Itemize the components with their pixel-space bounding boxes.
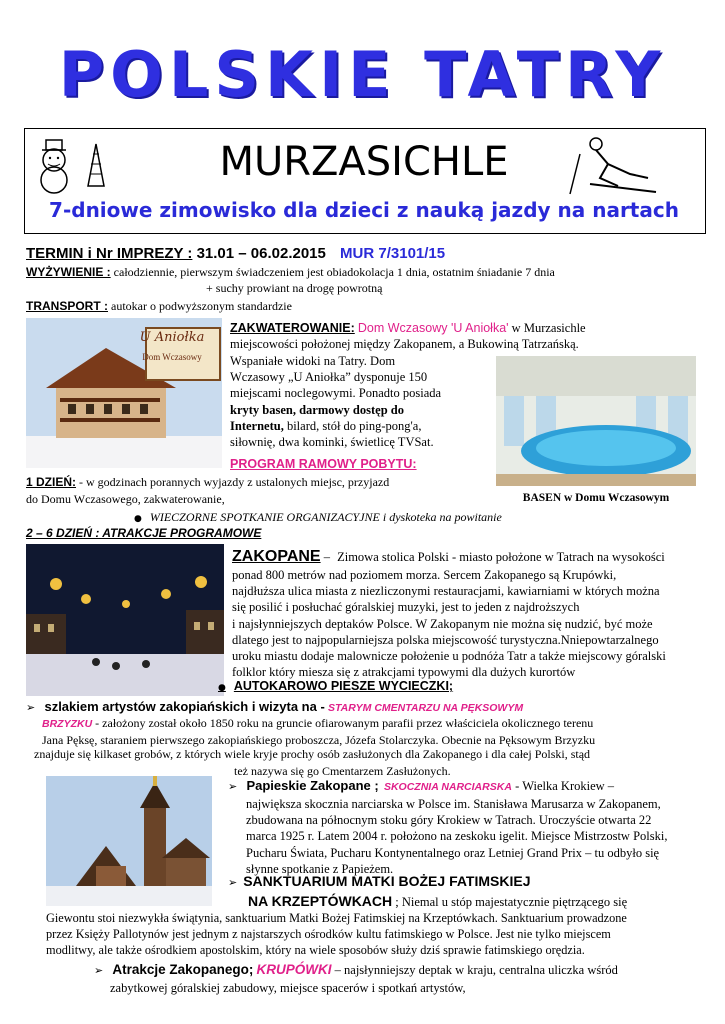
zakopane-line-0: Zimowa stolica Polski - miasto położone w Tatrach na wysokości (337, 550, 665, 564)
zakopane-line-1: ponad 800 metrów nad poziomem morza. Sercem Zakopanego są Krupówki, (232, 568, 617, 582)
accommodation-p7: bilard, stół do ping-pong'a, (286, 418, 422, 433)
arrow-bullet-icon: ➢ (228, 780, 238, 793)
zakopane-line-6: uroku miastu dodaje malownicze położenie u podnóża Tatr a także miejscowy góralski (232, 649, 666, 664)
papal-line-5: słynne spotkanie z Papieżem. (246, 861, 394, 876)
hotel-sign-name: U Aniołka (139, 330, 205, 345)
cemetery-l1: - założony został około 1850 roku na gruncie ofiarowanym parafii przez właściciela okolicznego terenu (95, 716, 594, 730)
sanctuary-line-2 (248, 893, 627, 910)
cemetery-name-2: BRZYZKU (42, 718, 93, 730)
day1-bullet-text: WIECZORNE SPOTKANIE ORGANIZACYJNE i dyskoteka na powitanie (149, 510, 502, 524)
zakopane-dash: – (323, 550, 330, 564)
papal-heading (228, 778, 614, 794)
transport-line (26, 298, 292, 314)
papal-line-1: największa skocznia narciarska w Polsce im. Stanisława Marusarza w Zakopanem, (246, 797, 661, 811)
bullet-dot-icon: ● (218, 683, 226, 693)
accommodation-line-1 (230, 320, 682, 336)
sanctuary-paragraph (46, 910, 706, 958)
accommodation-p2: miejscowości położonej między Zakopanem, a Bukowiną Tatrzańską. (230, 337, 579, 352)
termin-line (26, 245, 445, 263)
subtitle: 7-dniowe zimowisko dla dzieci z nauką jazdy na nartach (49, 198, 679, 222)
termin-label: TERMIN i Nr IMPREZY : (26, 245, 193, 262)
arrow-bullet-icon: ➢ (26, 701, 36, 714)
zakopane-paragraph (232, 567, 684, 680)
accommodation-block (230, 320, 682, 352)
days26-label: 2 – 6 DZIEŃ : ATRAKCJE PROGRAMOWE (26, 526, 262, 540)
zakopane-line-3: się posilić i posłuchać góralskiej muzyki, jest to jeden z najdroższych (232, 600, 580, 615)
accommodation-p7-bold: Internetu, (230, 418, 284, 433)
zakopane-line-5: dlatego jest to najpopularniejsza polska miejscowość turystyczna.Nniepowtarzalnego (232, 632, 659, 647)
termin-value: 31.01 – 06.02.2015 (196, 245, 326, 262)
day1-label: 1 DZIEŃ: (26, 475, 77, 489)
food-label: WYŻYWIENIE : (26, 265, 111, 279)
cemetery-l3: znajduje się kilkaset grobów, z których wiele kryje prochy osób zasłużonych dla Zakopanego i dla całej Polski, stąd (34, 747, 591, 761)
hotel-name: Dom Wczasowy 'U Aniołka' (357, 321, 509, 335)
zakopane-line-2: najdłuższa ulica miasta z niezliczonymi restauracjami, kawiarniami w których można (232, 584, 660, 599)
zakopane-line-4: i najsłynniejszych deptaków Polsce. W Zakopanym nie można się nudzić, być może (232, 616, 653, 631)
cemetery-heading (26, 699, 523, 715)
bullet-dot-icon: ● (134, 514, 142, 524)
event-code: MUR 7/3101/15 (340, 245, 446, 262)
attractions-l2: zabytkowej góralskiej zabudowy, miejsce spacerów i spotkań artystów, (110, 981, 466, 995)
sanctuary-l3: przez Księży Pallotynów jest jednym z najstarszych ośrodków kultu fatimskiego w Polsce. Jest nie tylko miejscem (46, 927, 611, 941)
hotel-sign-sub: Dom Wczasowy (142, 352, 202, 362)
day1-line-1 (26, 474, 389, 490)
arrow-bullet-icon: ➢ (228, 876, 238, 889)
cemetery-name: STARYM CMENTARZU NA PĘKSOWYM (328, 702, 524, 714)
papal-line-0: - Wielka Krokiew – (515, 779, 615, 793)
arrow-bullet-icon: ➢ (94, 964, 104, 977)
accommodation-p5: miejscami noclegowymi. Ponadto posiada (230, 386, 442, 401)
sanctuary-l4: modlitwy, ale także ośrodkiem apostolskim, który na wiele sposobów służy dziś sprawie fatimskiego orędzia. (46, 943, 585, 957)
cemetery-paragraph (42, 716, 702, 748)
papal-line-3: marca 1925 r. Latem 2004 r. położono na zeskoku igelit. Miejsce Mistrzostw Polski, (246, 829, 668, 844)
attractions-name: KRUPÓWKI (256, 962, 332, 977)
trips-bullet (218, 679, 453, 693)
place-heading: MURZASICHLE (219, 139, 509, 185)
church-photo (46, 776, 212, 906)
sanctuary-l1: ; Niemal u stóp majestatycznie piętrzącego się (395, 895, 628, 909)
accommodation-label: ZAKWATEROWANIE: (230, 321, 355, 335)
page-title: POLSKIE TATRY (58, 38, 667, 111)
papal-line-4: Pucharu Świata, Pucharu Kontynentalnego oraz Letniej Grand Prix – tu odbyło się (246, 845, 660, 860)
cemetery-l4: też nazywa się go Cmentarzem Zasłużonych. (234, 764, 451, 778)
accommodation-line-7 (230, 418, 492, 434)
program-title: PROGRAM RAMOWY POBYTU: (230, 457, 417, 471)
papal-lead: Papieskie Zakopane ; (246, 778, 379, 793)
transport-text: autokar o podwyższonym standardzie (111, 299, 292, 313)
day1-bullet (134, 509, 502, 527)
accommodation-block-2 (230, 353, 492, 450)
pool-photo (496, 356, 696, 486)
attractions-l1: – najsłynniejszy deptak w kraju, centralna uliczka wśród (334, 963, 618, 977)
attractions-heading (94, 962, 618, 978)
food-text-2: + suchy prowiant na drogę powrotną (206, 281, 383, 295)
sanctuary-heading (228, 873, 530, 889)
zakopane-photo (26, 544, 224, 696)
papal-paragraph (246, 796, 684, 877)
zakopane-line-7: folklor który miesza się z atrakcjami typowymi dla dużych kurortów (232, 665, 576, 680)
day1-text-1: - w godzinach porannych wyjazdy z ustalonych miejsc, przyjazd (79, 475, 390, 489)
food-line (26, 264, 555, 280)
day1-text-2: do Domu Wczasowego, zakwaterowanie, (26, 492, 225, 506)
sanctuary-title-1: SANKTUARIUM MATKI BOŻEJ FATIMSKIEJ (243, 873, 531, 889)
accommodation-p4: Wczasowy „U Aniołka” dysponuje 150 (230, 370, 428, 385)
food-text: całodziennie, pierwszym świadczeniem jest obiadokolacja 1 dnia, ostatnim śniadanie 7 dnia (113, 265, 555, 279)
papal-line-2: zbudowana na północnym stoku góry Krokiew w Tatrach. Uroczyście otwarta 22 (246, 813, 652, 828)
cemetery-line-1 (42, 716, 702, 733)
accommodation-p6: kryty basen, darmowy dostęp do (230, 402, 404, 417)
papal-name: SKOCZNIA NARCIARSKA (383, 781, 512, 793)
attractions-lead: Atrakcje Zakopanego; (112, 962, 254, 977)
zakopane-heading-line (232, 548, 665, 566)
pool-caption: BASEN w Domu Wczasowym (522, 492, 670, 504)
cemetery-lead: szlakiem artystów zakopiańskich i wizyta na - (44, 699, 325, 714)
accommodation-p1: w Murzasichle (511, 321, 586, 335)
sanctuary-l2: Giewontu stoi niezwykła świątynia, sanktuarium Matki Bożej Fatimskiej na Krzeptówkach. Sanktuarium prowadzone (46, 911, 627, 925)
sanctuary-title-2: NA KRZEPTÓWKACH (248, 893, 393, 909)
zakopane-title: ZAKOPANE (232, 548, 321, 565)
accommodation-p8: siłownię, dwa kominki, świetlicę TVSat. (230, 435, 434, 450)
trips-bullet-text: AUTOKAROWO PIESZE WYCIECZKI; (233, 679, 454, 693)
cemetery-l2: Jana Pęksę, staraniem pierwszego zakopiańskiego proboszcza, Józefa Stolarczyka. Obecnie na Pęksowym Brzyzku (42, 732, 596, 747)
accommodation-p3: Wspaniałe widoki na Tatry. Dom (230, 354, 396, 368)
transport-label: TRANSPORT : (26, 299, 108, 313)
